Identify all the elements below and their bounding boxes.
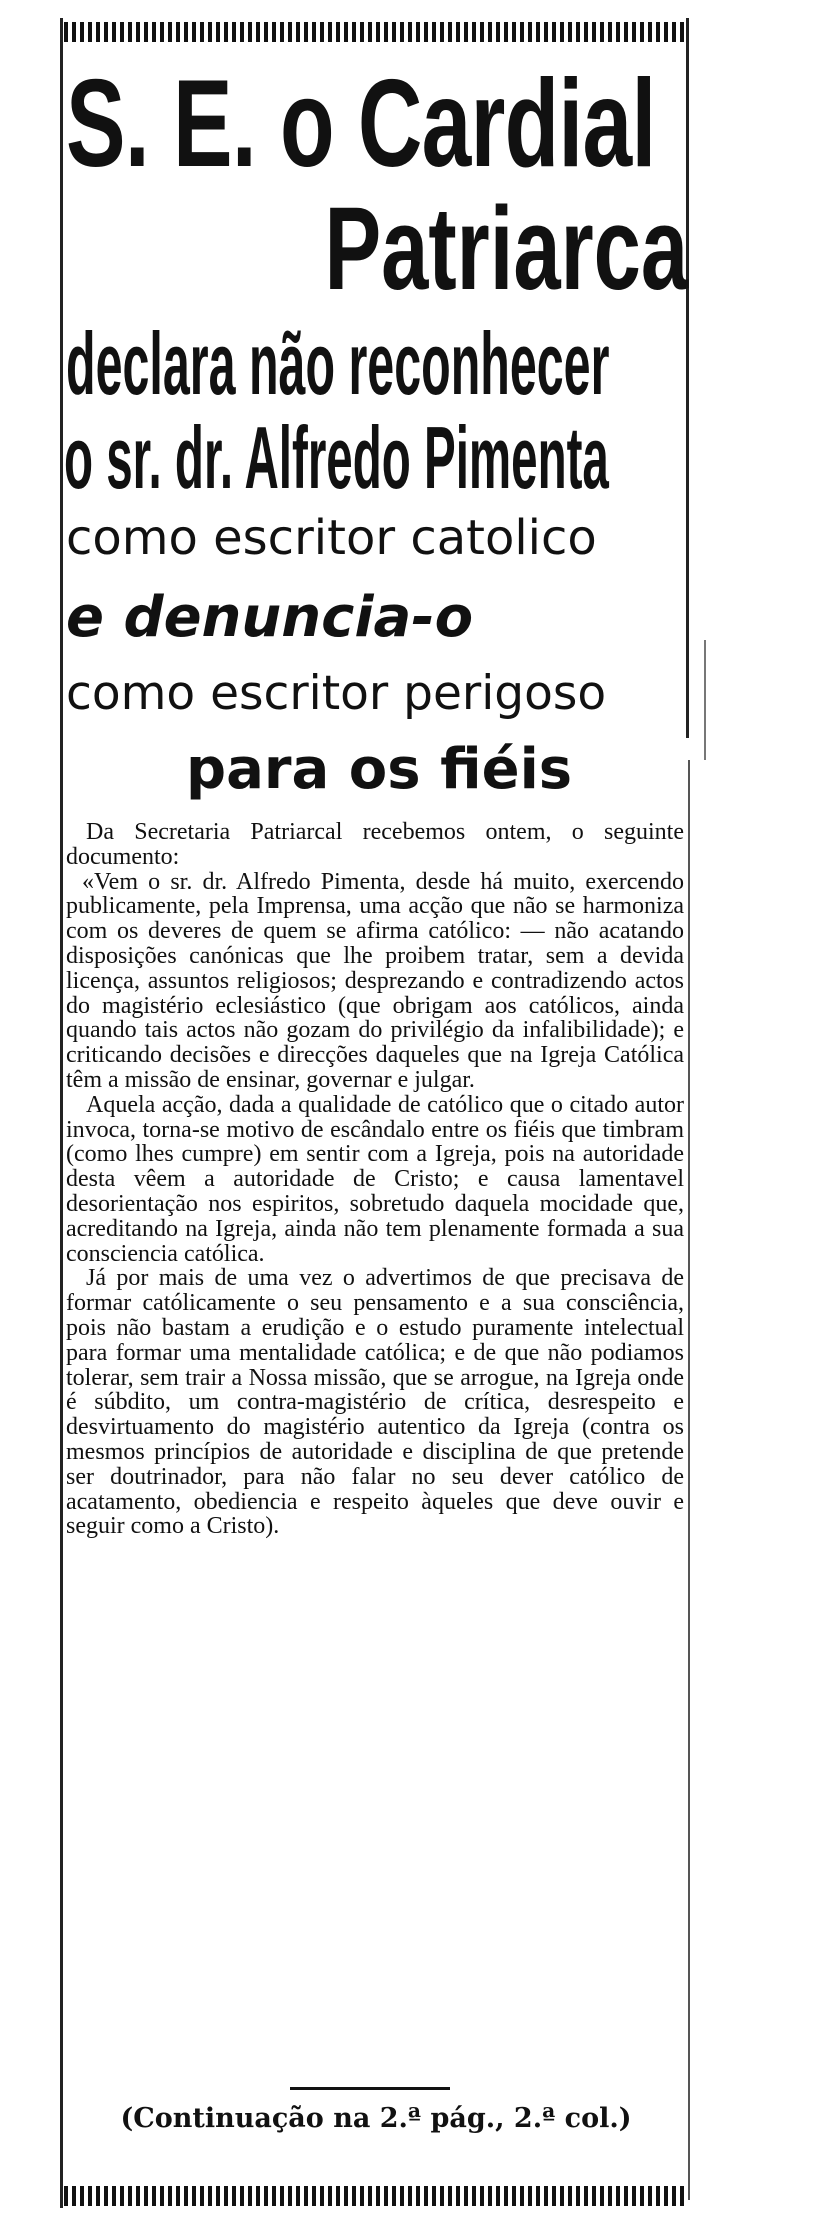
headline-line-1: S. E. o Cardial	[66, 55, 656, 193]
top-border-rule	[64, 22, 686, 42]
right-column-rule	[686, 18, 689, 738]
paragraph-3: Já por mais de uma vez o advertimos de que precisava de formar católicamente o seu pensamento e a sua consciência, pois não bastam a erudição e o estudo puramente intelectual para formar uma mentalidade católica; e de que não podiamos tolerar, sem trair a Nossa missão, que se arrogue, na Igreja onde é súbdito, um contra-magistério de crítica, desrespeito e desvirtuamento do magistério autentico da Igreja (contra os mesmos princípios de autoridade e disciplina de que pretende ser doutrinador, para não falar no seu dever católico de acatamento, obediencia e respeito àqueles que deve ouvir e seguir como a Cristo).	[66, 1265, 684, 1540]
headline-line-5: como escritor catolico	[66, 510, 597, 566]
headline-line-8: para os fiéis	[186, 737, 573, 802]
headline-line-7: como escritor perigoso	[66, 666, 607, 721]
paragraph-intro: Da Secretaria Patriarcal recebemos ontem, o seguinte documento:	[66, 819, 684, 870]
headline-line-4: o sr. dr. Alfredo Pimenta	[64, 408, 609, 507]
left-column-rule	[60, 18, 63, 2208]
article-body	[66, 820, 684, 1539]
headline-line-3: declara não reconhecer	[66, 314, 610, 413]
paragraph-2: Aquela acção, dada a qualidade de católico que o citado autor invoca, torna-se motivo de escândalo entre os fiéis que timbram (como lhes cumpre) em sentir com a Igreja, pois na autoridade desta vêem a autoridade de Cristo; e causa lamentavel desorientação nos espiritos, sobretudo daquela mocidade que, acreditando na Igreja, ainda não tem plenamente formada a sua consciencia católica.	[66, 1091, 684, 1267]
far-right-rule	[704, 640, 706, 760]
continuation-note: (Continuação na 2.ª pág., 2.ª col.)	[120, 2103, 632, 2134]
bottom-border-rule	[64, 2186, 686, 2206]
paragraph-1: «Vem o sr. dr. Alfredo Pimenta, desde há muito, exercendo publicamente, pela Imprensa, uma acção que não se harmoniza com os deveres de quem se afirma católico: — não acatando disposições canónicas que lhe proibem tratar, sem a devida licença, assuntos religiosos; desprezando e contradizendo actos do magistério eclesiástico (que obrigam aos católicos, ainda quando tais actos não gozam do privilégio da infalibilidade); e criticando decisões e direcções daqueles que na Igreja Católica têm a missão de ensinar, governar e julgar.	[66, 868, 684, 1093]
headline-line-2: Patriarca	[324, 183, 688, 315]
right-column-rule-lower	[688, 760, 690, 2200]
headline-line-6: e denuncia-o	[66, 585, 474, 650]
separator-rule	[290, 2087, 450, 2090]
